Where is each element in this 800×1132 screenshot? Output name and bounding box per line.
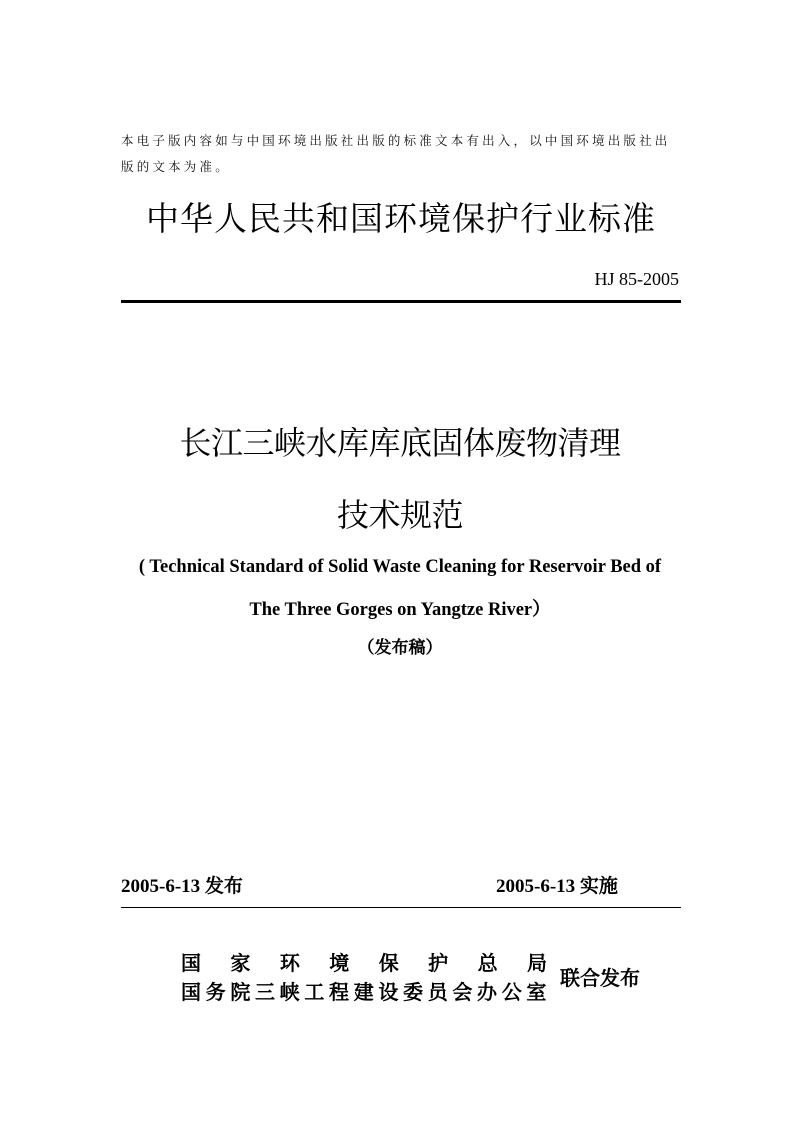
- effective-date-label: 实施: [579, 875, 618, 897]
- issuer-three-gorges-office: 国务院三峡工程建设委员会办公室: [181, 980, 547, 1004]
- header-divider: [121, 300, 681, 303]
- english-title-line-1: ( Technical Standard of Solid Waste Cleaning for Reservoir Bed of: [138, 557, 662, 577]
- issuer-sepa: 国家环境保护总局: [181, 951, 547, 975]
- english-title-line-2: The Three Gorges on Yangtze River）: [249, 600, 551, 620]
- standard-code: HJ 85-2005: [594, 269, 679, 289]
- issue-date-value: 2005-6-13: [121, 876, 201, 897]
- effective-date-value: 2005-6-13: [496, 876, 576, 897]
- standard-category-title: 中华人民共和国环境保护行业标准: [146, 199, 656, 238]
- disclaimer-text: 本电子版内容如与中国环境出版社出版的标准文本有出入，以中国环境出版社出版的文本为准。: [121, 133, 671, 174]
- effective-date: [496, 873, 618, 900]
- document-title-line-2: 技术规范: [336, 496, 463, 534]
- footer-divider: [121, 907, 681, 908]
- document-title-line-1: 长江三峡水库库底固体废物清理: [179, 424, 621, 462]
- issue-date-label: 发布: [204, 875, 243, 897]
- issue-date: [121, 873, 243, 900]
- joint-issue-label: 联合发布: [560, 966, 640, 990]
- draft-label: （发布稿）: [357, 638, 443, 658]
